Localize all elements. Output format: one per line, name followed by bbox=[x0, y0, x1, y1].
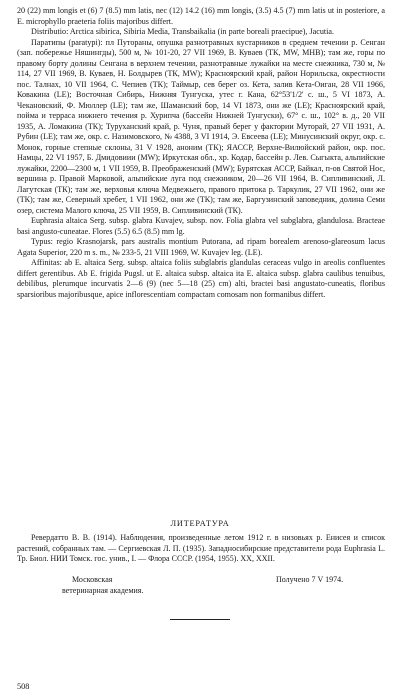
section-divider bbox=[170, 619, 230, 620]
distribution-paragraph: Distributio: Arctica sibirica, Sibiria Media, Transbaikalia (in parte boreali praecipue), Jacutia. bbox=[31, 27, 334, 36]
reference-list: Ревердатто В. В. (1914). Наблюдения, произведенные летом 1912 г. в низовьях р. Енисея и список растений, собранных там. — Сергиевская Л. П. (1935). Западносибирские представители рода Euphrasia L. Тр. Биол. НИИ Томск. гос. унив., I. — Флора СССР. (1954, 1955). XX, XXII. bbox=[17, 533, 385, 563]
affinitas-paragraph: Affinitas: ab E. altaica Serg. subsp. altaica foliis subglabris glandulas ceraceas vulgo in areolis confluentes differt gerentibus. Ab E. frigida Pugsl. ut E. altaica subsp. altaica ita E. altaica subsp. glabra caulibus tenuibus, debilibus, plerumque incurvatis 2—6 (9) (nec 5—18 (25) cm) alti, bractei basi angustato-cuneatis, floribus sparsioribus majoribusque, apice inflorescentiam compactam comosam non formanibus differt. bbox=[17, 258, 385, 299]
references-section bbox=[17, 533, 385, 565]
new-subspecies-paragraph: Euphrasia altaica Serg. subsp. glabra Kuvajev, subsp. nov. Folia glabra vel subglabra, glandulosa. Bracteae basi angusto-cuneatae. Flores (5.5) 6.5 (8.5) mm lg. bbox=[17, 216, 385, 236]
literature-heading: ЛИТЕРАТУРА bbox=[170, 519, 230, 528]
page-number: 508 bbox=[17, 682, 30, 691]
received-date: Получено 7 V 1974. bbox=[276, 575, 344, 584]
paratypes-paragraph: Паратипы (paratypi): пл Путораны, опушка разнотравных кустарников в среднем течении р. Сенган (зап. побережье Няшингды), 500 м, № 101-20, 27 VII 1969, В. Кувaев (ТК, MW, МНВ); там же, горы по правому борту долины Сенгана в верхнем течении, разнотравные лужайки на месте снежника, 730 м, № 114, 27 VII 1969, В. Кувaев, Н. Болдырев (ТК, MW); Красноярский край, район Норильска, окрестности пос. Талнах, 10 VII 1964, С. Чепиев (ТК); Таймыр, сев берег оз. Кета, залив Кета-Оиган, 28 VII 1966, Ковакина (LE); Восточная Сибирь, Нижняя Тунгуска, утес г. Кана, 62°53'1/2' с. ш., 5 VI 1873, А. Чекановский, Ф. Мюллер (LE); там же, Шаманский бор, 14 VI 1873, они же (LE); Красноярский край, пойма и терраса нижнего течения р. Хурипча (бассейн Нижней Тунгуски), 67° с. ш., 102° в. д., 20 VII 1935, А. Ломакина (ТК); Туруханский край, р. Чуня, правый берег у фактории Муторай, 27 VII 1931, А. Рубин (LE); там же, окр. с. Назимовского, № 4388, 3 VI 1914, Э. Евсеева (LE); Минусинский округ, окр. с. Монок, горные степные склоны, 31 V 1928, аноним (ТК); ЯАССР, Верхне-Вилюйский район, окр. пос. Намцы, 22 VI 1957, Б. Дмидовиии (MW); Иркутская обл., хр. Кодар, бассейн р. Лев. Сыгыкта, альпийские лужайки, 2200—2300 м, 1 VII 1959, В. Преображенский (MW); Бурятская АССР, Байкал, п-ов Святой Нос, вершина р. Правой Марковой, альпийские луга под снежником, 20—26 VII 1964, В. Сипливинский, Л. Лагутская (ТК); там же, верховья ключа Медвежьего, правого притока р. Таркулик, 27 VII 1962, они же (ТК); там же, Северный хребет, 1 VII 1962, они же (ТК); там же, Баргузинский заповедник, долина Семи озер, система Малого ключа, 25 VII 1959, В. Сипливинский (ТК). bbox=[17, 37, 385, 215]
affiliation-line-2: ветеринарная академия. bbox=[62, 585, 144, 595]
author-affiliation bbox=[62, 575, 242, 596]
typus-paragraph: Typus: regio Krasnojarsk, pars australis montium Putorana, ad ripam borealem arenoso-glareosum lacus Agata Superior, 220 m s. m., № 233-5, 21 VIII 1969, W. Kuvajev leg. (LE). bbox=[17, 237, 385, 257]
article-body bbox=[17, 6, 385, 300]
affiliation-line-1: Московская bbox=[72, 575, 113, 584]
description-paragraph: 20 (22) mm longis et (6) 7 (8.5) mm latis, nec (12) 14.2 (16) mm longis, (3.5) 4.5 (7) mm latis ut in posteriore, a E. microphyllo praeteria foliis majoribus differt. bbox=[17, 6, 385, 26]
